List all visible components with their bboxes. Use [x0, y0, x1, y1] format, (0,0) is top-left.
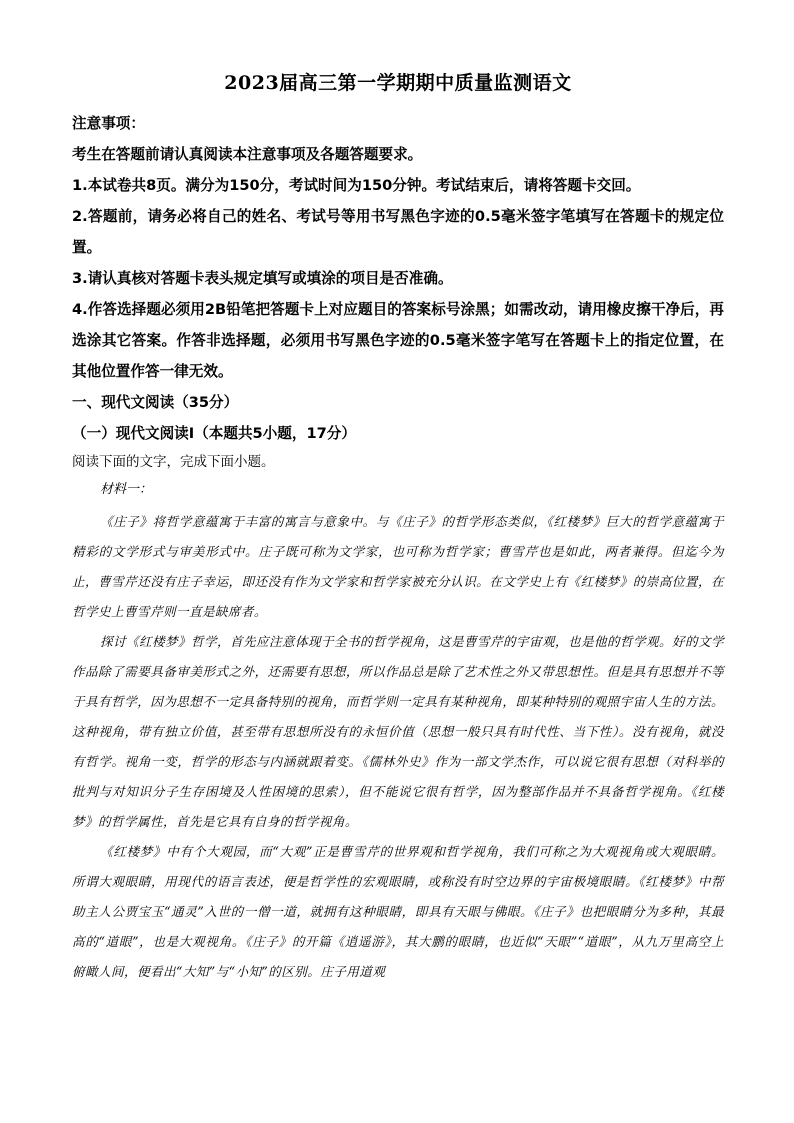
material-paragraph-3: 《红楼梦》中有个大观园，而“大观”正是曹雪芹的世界观和哲学视角，我们可称之为大观视角或大观眼睛。所谓大观眼睛，用现代的语言表述，便是哲学性的宏观眼睛，或称没有时空边界的宇宙极境眼睛。《红楼梦》中帮助主人公贾宝玉“通灵”入世的一僧一道，就拥有这种眼睛，即具有天眼与佛眼。《庄子》也把眼睛分为多种，其最高的“道眼”，也是大观视角。《庄子》的开篇《逍遥游》，其大鹏的眼睛，也近似“天眼”“道眼”，从九万里高空上俯瞰人间，便看出“大知”与“小知”的区别。庄子用道观 [72, 844, 724, 979]
page-title: 2023届高三第一学期期中质量监测语文 [224, 72, 572, 94]
material-label: 材料一： [100, 482, 153, 497]
notice-item-4: 4.作答选择题必须用2B铅笔把答题卡上对应题目的答案标号涂黑；如需改动，请用橡皮擦干净后，再选涂其它答案。作答非选择题，必须用书写黑色字迹的0.5毫米签字笔写在答题卡上的指定位置，在其他位置作答一律无效。 [72, 301, 724, 380]
notice-intro: 考生在答题前请认真阅读本注意事项及各题答题要求。 [72, 146, 423, 163]
notice-item-3: 3.请认真核对答题卡表头规定填写或填涂的项目是否准确。 [72, 270, 453, 287]
material-paragraph-1: 《庄子》将哲学意蕴寓于丰富的寓言与意象中。与《庄子》的哲学形态类似，《红楼梦》巨大的哲学意蕴寓于精彩的文学形式与审美形式中。庄子既可称为文学家，也可称为哲学家；曹雪芹也是如此，两者兼得。但迄今为止，曹雪芹还没有庄子幸运，即还没有作为文学家和哲学家被充分认识。在文学史上有《红楼梦》的崇高位置，在哲学史上曹雪芹则一直是缺席者。 [72, 514, 724, 619]
material-paragraph-2: 探讨《红楼梦》哲学，首先应注意体现于全书的哲学视角，这是曹雪芹的宇宙观，也是他的哲学观。好的文学作品除了需要具备审美形式之外，还需要有思想，所以作品总是除了艺术性之外又带思想性。但是具有思想并不等于具有哲学，因为思想不一定具备特别的视角，而哲学则一定具有某种视角，即某种特别的观照宇宙人生的方法。这种视角，带有独立价值，甚至带有思想所没有的永恒价值（思想一般只具有时代性、当下性）。没有视角，就没有哲学。视角一变，哲学的形态与内涵就跟着变。《儒林外史》作为一部文学杰作，可以说它很有思想（对科举的批判与对知识分子生存困境及人性困境的思索），但不能说它很有哲学，因为整部作品并不具备哲学视角。《红楼梦》的哲学属性，首先是它具有自身的哲学视角。 [72, 634, 724, 829]
notice-item-2: 2.答题前，请务必将自己的姓名、考试号等用书写黑色字迹的0.5毫米签字笔填写在答题卡的规定位置。 [72, 208, 724, 256]
section-subheading: （一）现代文阅读Ⅰ（本题共5小题，17分） [72, 425, 356, 442]
notice-section [72, 108, 724, 387]
notice-heading: 注意事项： [72, 115, 145, 132]
reading-section [72, 387, 724, 987]
notice-item-1: 1.本试卷共8页。满分为150分，考试时间为150分钟。考试结束后，请将答题卡交回。 [72, 177, 641, 194]
section-heading: 一、现代文阅读（35分） [72, 394, 239, 411]
reading-instruction: 阅读下面的文字，完成下面小题。 [72, 454, 275, 470]
